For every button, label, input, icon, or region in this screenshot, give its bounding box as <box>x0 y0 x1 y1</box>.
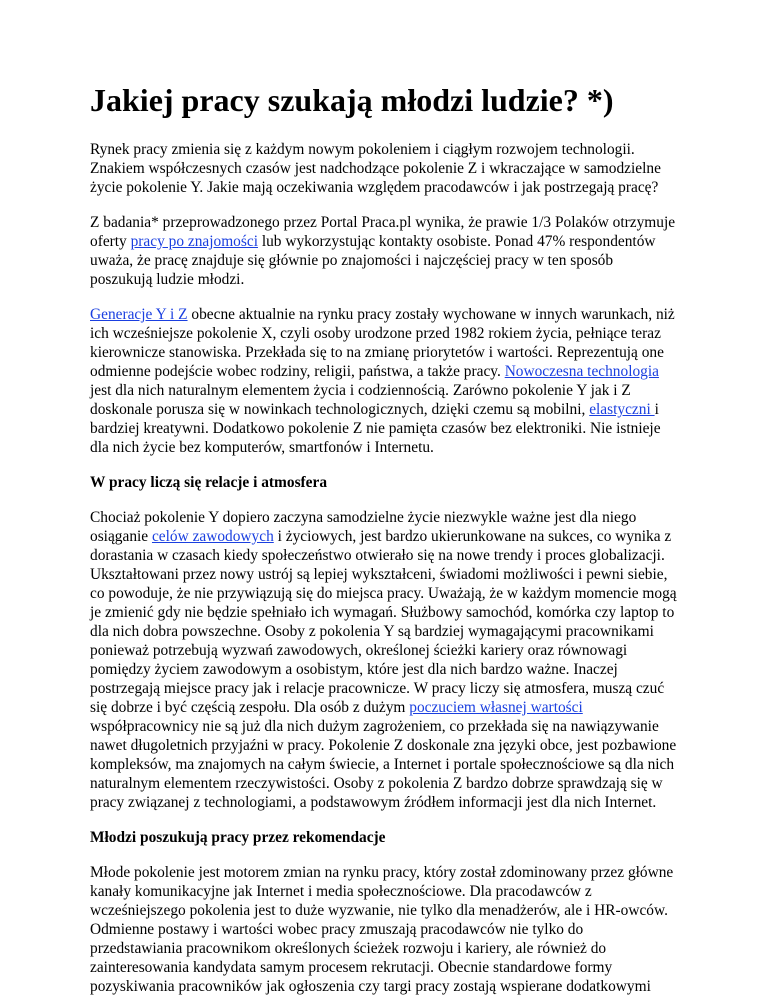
text-run: lub wykorzystując kontakty osobiste. Ponad 47% respondentów uważa, że pracę znajduje się głównie po znajomości i najczęściej pracy w ten sposób poszukują ludzie młodzi. <box>90 233 656 288</box>
link-generacje-y-i-z[interactable]: Generacje Y i Z <box>90 306 188 323</box>
link-pracy-po-znajomosci[interactable]: pracy po znajomości <box>130 233 258 250</box>
text-run: Chociaż pokolenie Y dopiero zaczyna samodzielne życie niezwykle ważne jest dla niego osiąganie <box>90 509 637 545</box>
text-run: jest dla nich naturalnym elementem życia i codziennością. Zarówno pokolenie Y jak i Z doskonale porusza się w nowinkach technologicznych, dzięki czemu są mobilni, <box>90 382 631 418</box>
link-nowoczesna-technologia[interactable]: Nowoczesna technologia <box>504 363 659 380</box>
text-run: i życiowych, jest bardzo ukierunkowane na sukces, co wynika z dorastania w czasach kiedy społeczeństwo otwierało się na nowe trendy i proces globalizacji. Ukształtowani przez nowy ustrój są lepiej wykształceni, świadomi możliwości i pewni siebie, co powoduje, że nie przywiązują się do miejsca pracy. Uważają, że w każdym momencie mogą je zmienić gdy nie będzie spełniało ich wymagań. Służbowy samochód, komórka czy laptop to dla nich dobra powszechne. Osoby z pokolenia Y są bardziej wymagającymi pracownikami ponieważ potrzebują wyzwań zawodowych, określonej ścieżki kariery oraz równowagi pomiędzy życiem zawodowym a osobistym, które jest dla nich bardzo ważne. Inaczej postrzegają miejsce pracy jak i relacje pracownicze. W pracy liczy się atmosfera, muszą czuć się dobrze i być częścią zespołu. Dla osób z dużym <box>90 528 677 716</box>
section-heading-recommendations: Młodzi poszukują pracy przez rekomendacje <box>90 829 386 846</box>
section-heading-relations: W pracy liczą się relacje i atmosfera <box>90 474 328 491</box>
intro-paragraph: Rynek pracy zmienia się z każdym nowym pokoleniem i ciągłym rozwojem technologii. Znakiem współczesnych czasów jest nadchodzące pokolenie Z i wkraczające w samodzielne życie pokolenie Y. Jakie mają oczekiwania względem pracodawców i jak postrzegają pracę? <box>90 141 661 196</box>
text-run: obecne aktualnie na rynku pracy zostały wychowane w innych warunkach, niż ich wcześniejsze pokolenie X, czyli osoby urodzone przed 1982 rokiem życia, pełniące teraz kierownicze stanowiska. Przekłada się to na zmianę priorytetów i wartości. Reprezentują one odmienne podejście wobec rodziny, religii, państwa, a także pracy. <box>90 306 675 380</box>
link-poczuciem-wlasnej-wartosci[interactable]: poczuciem własnej wartości <box>409 699 583 716</box>
link-elastyczni[interactable]: elastyczni <box>589 401 655 418</box>
link-celow-zawodowych[interactable]: celów zawodowych <box>151 528 274 545</box>
page-title: Jakiej pracy szukają młodzi ludzie? *) <box>90 82 614 118</box>
survey-paragraph <box>90 213 678 289</box>
text-run: Z badania* przeprowadzonego przez Portal Praca.pl wynika, że prawie 1/3 Polaków otrzymuje oferty <box>90 214 676 250</box>
relations-paragraph <box>90 508 678 812</box>
recommendations-paragraph: Młode pokolenie jest motorem zmian na rynku pracy, który został zdominowany przez główne kanały komunikacyjne jak Internet i media społecznościowe. Dla pracodawców z wcześniejszego pokolenia jest to duże wyzwanie, nie tylko dla menadżerów, ale i HR-owców. Odmienne postawy i wartości wobec pracy zmuszają pracodawców nie tylko do przedstawiania pracownikom określonych ścieżek rozwoju i kariery, ale również do zainteresowania kandydata samym procesem rekrutacji. Obecnie standardowe formy pozyskiwania pracowników jak ogłoszenia czy targi pracy zostają wspierane dodatkowymi <box>90 864 674 995</box>
generations-paragraph <box>90 305 678 457</box>
text-run: i bardziej kreatywni. Dodatkowo pokolenie Z nie pamięta czasów bez elektroniki. Nie istnieje dla nich życie bez komputerów, smartfonów i Internetu. <box>90 401 661 456</box>
text-run: współpracownicy nie są już dla nich dużym zagrożeniem, co przekłada się na nawiązywanie nawet długoletnich przyjaźni w pracy. Pokolenie Z doskonale zna języki obce, jest pozbawione kompleksów, ma znajomych na całym świecie, a Internet i portale społecznościowe są dla nich naturalnym elementem rzeczywistości. Osoby z pokolenia Z bardzo dobrze sprawdzają się w pracy związanej z technologiami, a podstawowym źródłem informacji jest dla nich Internet. <box>90 718 677 811</box>
